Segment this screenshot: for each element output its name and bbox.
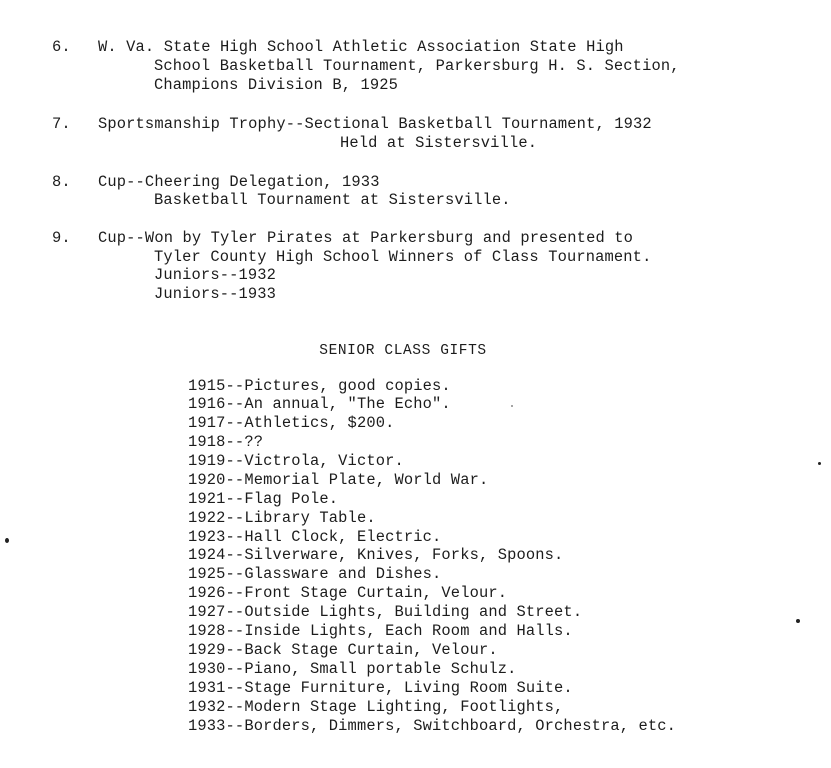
gift-item: 1923--Hall Clock, Electric.: [188, 528, 442, 546]
gift-item: 1918--??: [188, 433, 264, 451]
award-8-line-2: Basketball Tournament at Sistersville.: [154, 191, 511, 209]
gift-item: 1916--An annual, "The Echo".: [188, 395, 451, 413]
scan-speck: [5, 538, 9, 543]
award-7-number: 7.: [52, 115, 71, 133]
award-6-line-3: Champions Division B, 1925: [154, 76, 399, 94]
scan-speck: [511, 405, 513, 407]
gift-item: 1926--Front Stage Curtain, Velour.: [188, 584, 508, 602]
award-7-line-2: Held at Sistersville.: [340, 134, 538, 152]
gift-item: 1915--Pictures, good copies.: [188, 377, 451, 395]
gift-item: 1925--Glassware and Dishes.: [188, 565, 442, 583]
gift-item: 1931--Stage Furniture, Living Room Suite.: [188, 679, 573, 697]
section-title: SENIOR CLASS GIFTS: [319, 343, 487, 359]
award-9-line-2: Tyler County High School Winners of Class Tournament.: [154, 248, 652, 266]
gift-item: 1917--Athletics, $200.: [188, 414, 395, 432]
gift-item: 1933--Borders, Dimmers, Switchboard, Orchestra, etc.: [188, 717, 677, 735]
gift-item: 1921--Flag Pole.: [188, 490, 339, 508]
gift-item: 1929--Back Stage Curtain, Velour.: [188, 641, 498, 659]
gift-item: 1930--Piano, Small portable Schulz.: [188, 660, 517, 678]
gift-item: 1924--Silverware, Knives, Forks, Spoons.: [188, 546, 564, 564]
award-7-line-1: Sportsmanship Trophy--Sectional Basketball Tournament, 1932: [98, 115, 652, 133]
gift-item: 1919--Victrola, Victor.: [188, 452, 404, 470]
gift-item: 1932--Modern Stage Lighting, Footlights,: [188, 698, 564, 716]
award-8-line-1: Cup--Cheering Delegation, 1933: [98, 173, 380, 191]
scan-speck: [818, 462, 821, 465]
gift-item: 1922--Library Table.: [188, 509, 376, 527]
award-9-number: 9.: [52, 229, 71, 247]
gift-item: 1920--Memorial Plate, World War.: [188, 471, 489, 489]
award-6-number: 6.: [52, 38, 71, 56]
gift-item: 1927--Outside Lights, Building and Street.: [188, 603, 583, 621]
award-6-line-2: School Basketball Tournament, Parkersburg H. S. Section,: [154, 57, 680, 75]
award-9-line-1: Cup--Won by Tyler Pirates at Parkersburg and presented to: [98, 229, 633, 247]
award-9-line-4: Juniors--1933: [154, 285, 277, 303]
gift-item: 1928--Inside Lights, Each Room and Halls.: [188, 622, 573, 640]
scan-speck: [796, 619, 800, 623]
award-6-line-1: W. Va. State High School Athletic Association State High: [98, 38, 624, 56]
award-9-line-3: Juniors--1932: [154, 266, 277, 284]
award-8-number: 8.: [52, 173, 71, 191]
